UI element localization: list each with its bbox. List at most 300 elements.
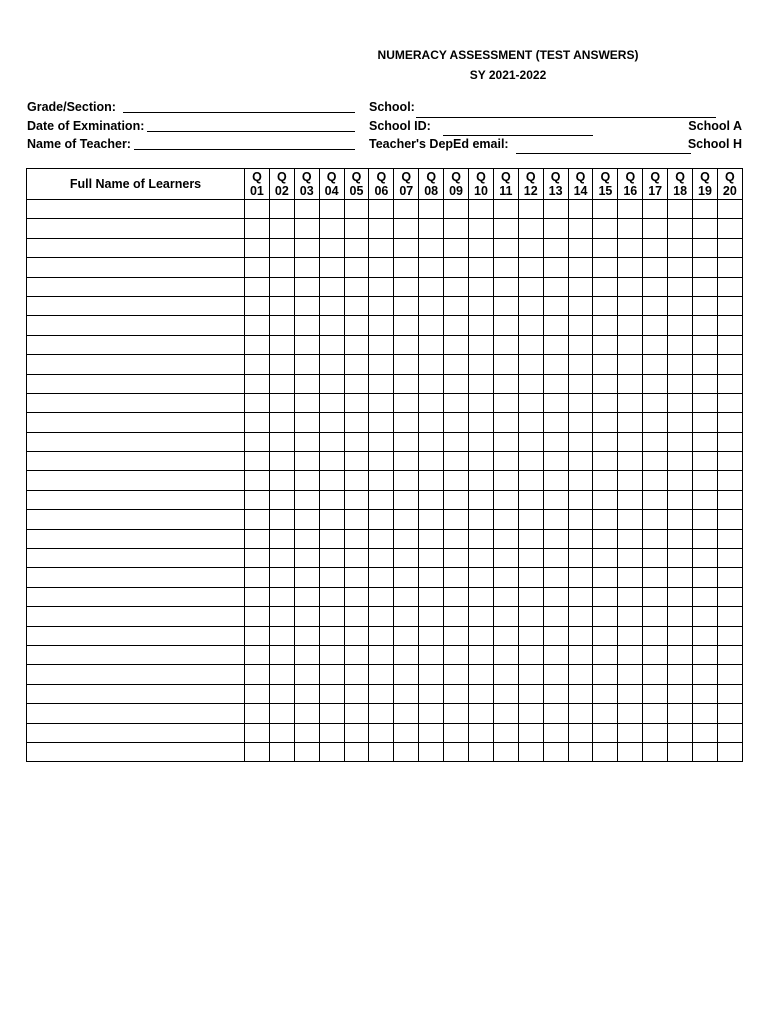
answer-cell[interactable] [693, 549, 718, 568]
answer-cell[interactable] [568, 296, 593, 315]
answer-cell[interactable] [369, 607, 394, 626]
answer-cell[interactable] [245, 258, 270, 277]
answer-cell[interactable] [419, 704, 444, 723]
answer-cell[interactable] [643, 374, 668, 393]
answer-cell[interactable] [369, 723, 394, 742]
answer-cell[interactable] [717, 587, 742, 606]
answer-cell[interactable] [394, 296, 419, 315]
answer-cell[interactable] [668, 393, 693, 412]
answer-cell[interactable] [394, 355, 419, 374]
answer-cell[interactable] [469, 626, 494, 645]
answer-cell[interactable] [444, 277, 469, 296]
answer-cell[interactable] [444, 529, 469, 548]
answer-cell[interactable] [245, 665, 270, 684]
answer-cell[interactable] [518, 413, 543, 432]
answer-cell[interactable] [693, 296, 718, 315]
answer-cell[interactable] [493, 665, 518, 684]
answer-cell[interactable] [245, 393, 270, 412]
answer-cell[interactable] [245, 723, 270, 742]
learner-name-cell[interactable] [27, 452, 245, 471]
answer-cell[interactable] [444, 490, 469, 509]
answer-cell[interactable] [269, 432, 294, 451]
answer-cell[interactable] [593, 219, 618, 238]
answer-cell[interactable] [469, 723, 494, 742]
answer-cell[interactable] [518, 704, 543, 723]
answer-cell[interactable] [568, 684, 593, 703]
answer-cell[interactable] [469, 607, 494, 626]
answer-cell[interactable] [319, 529, 344, 548]
answer-cell[interactable] [618, 374, 643, 393]
answer-cell[interactable] [344, 510, 369, 529]
answer-cell[interactable] [593, 471, 618, 490]
answer-cell[interactable] [269, 277, 294, 296]
answer-cell[interactable] [419, 452, 444, 471]
learner-name-cell[interactable] [27, 704, 245, 723]
answer-cell[interactable] [369, 471, 394, 490]
answer-cell[interactable] [269, 568, 294, 587]
answer-cell[interactable] [344, 665, 369, 684]
answer-cell[interactable] [568, 723, 593, 742]
answer-cell[interactable] [419, 413, 444, 432]
answer-cell[interactable] [269, 335, 294, 354]
answer-cell[interactable] [344, 296, 369, 315]
answer-cell[interactable] [294, 452, 319, 471]
answer-cell[interactable] [568, 393, 593, 412]
answer-cell[interactable] [394, 645, 419, 664]
answer-cell[interactable] [543, 316, 568, 335]
answer-cell[interactable] [493, 393, 518, 412]
answer-cell[interactable] [717, 723, 742, 742]
answer-cell[interactable] [643, 393, 668, 412]
answer-cell[interactable] [568, 529, 593, 548]
answer-cell[interactable] [543, 200, 568, 219]
answer-cell[interactable] [344, 277, 369, 296]
answer-cell[interactable] [344, 742, 369, 761]
answer-cell[interactable] [319, 587, 344, 606]
answer-cell[interactable] [394, 742, 419, 761]
answer-cell[interactable] [568, 490, 593, 509]
answer-cell[interactable] [643, 607, 668, 626]
answer-cell[interactable] [493, 335, 518, 354]
answer-cell[interactable] [518, 626, 543, 645]
answer-cell[interactable] [593, 296, 618, 315]
answer-cell[interactable] [469, 471, 494, 490]
answer-cell[interactable] [717, 200, 742, 219]
answer-cell[interactable] [693, 742, 718, 761]
answer-cell[interactable] [269, 374, 294, 393]
answer-cell[interactable] [668, 684, 693, 703]
answer-cell[interactable] [419, 490, 444, 509]
answer-cell[interactable] [269, 626, 294, 645]
answer-cell[interactable] [543, 452, 568, 471]
answer-cell[interactable] [618, 393, 643, 412]
answer-cell[interactable] [369, 645, 394, 664]
answer-cell[interactable] [394, 413, 419, 432]
answer-cell[interactable] [593, 549, 618, 568]
answer-cell[interactable] [693, 200, 718, 219]
answer-cell[interactable] [543, 742, 568, 761]
answer-cell[interactable] [444, 258, 469, 277]
answer-cell[interactable] [394, 684, 419, 703]
answer-cell[interactable] [419, 471, 444, 490]
answer-cell[interactable] [493, 316, 518, 335]
answer-cell[interactable] [593, 393, 618, 412]
answer-cell[interactable] [518, 665, 543, 684]
answer-cell[interactable] [593, 568, 618, 587]
answer-cell[interactable] [344, 413, 369, 432]
answer-cell[interactable] [444, 742, 469, 761]
answer-cell[interactable] [245, 413, 270, 432]
answer-cell[interactable] [568, 549, 593, 568]
answer-cell[interactable] [543, 432, 568, 451]
answer-cell[interactable] [294, 238, 319, 257]
answer-cell[interactable] [693, 607, 718, 626]
answer-cell[interactable] [369, 742, 394, 761]
answer-cell[interactable] [493, 490, 518, 509]
answer-cell[interactable] [419, 549, 444, 568]
teacher-field[interactable] [134, 149, 355, 150]
answer-cell[interactable] [394, 626, 419, 645]
answer-cell[interactable] [593, 432, 618, 451]
answer-cell[interactable] [469, 529, 494, 548]
answer-cell[interactable] [419, 723, 444, 742]
answer-cell[interactable] [593, 374, 618, 393]
answer-cell[interactable] [269, 393, 294, 412]
answer-cell[interactable] [618, 316, 643, 335]
answer-cell[interactable] [518, 490, 543, 509]
answer-cell[interactable] [269, 684, 294, 703]
answer-cell[interactable] [245, 510, 270, 529]
answer-cell[interactable] [269, 355, 294, 374]
answer-cell[interactable] [469, 490, 494, 509]
answer-cell[interactable] [568, 626, 593, 645]
answer-cell[interactable] [618, 355, 643, 374]
answer-cell[interactable] [394, 374, 419, 393]
answer-cell[interactable] [294, 626, 319, 645]
answer-cell[interactable] [543, 355, 568, 374]
answer-cell[interactable] [294, 723, 319, 742]
answer-cell[interactable] [568, 607, 593, 626]
answer-cell[interactable] [469, 704, 494, 723]
answer-cell[interactable] [717, 355, 742, 374]
answer-cell[interactable] [269, 316, 294, 335]
answer-cell[interactable] [493, 645, 518, 664]
answer-cell[interactable] [245, 490, 270, 509]
answer-cell[interactable] [469, 549, 494, 568]
answer-cell[interactable] [518, 335, 543, 354]
answer-cell[interactable] [643, 723, 668, 742]
answer-cell[interactable] [518, 471, 543, 490]
answer-cell[interactable] [717, 645, 742, 664]
answer-cell[interactable] [543, 471, 568, 490]
answer-cell[interactable] [693, 471, 718, 490]
answer-cell[interactable] [294, 490, 319, 509]
answer-cell[interactable] [469, 374, 494, 393]
answer-cell[interactable] [493, 238, 518, 257]
answer-cell[interactable] [319, 413, 344, 432]
answer-cell[interactable] [419, 510, 444, 529]
answer-cell[interactable] [394, 258, 419, 277]
answer-cell[interactable] [668, 723, 693, 742]
answer-cell[interactable] [444, 374, 469, 393]
answer-cell[interactable] [444, 471, 469, 490]
answer-cell[interactable] [593, 510, 618, 529]
answer-cell[interactable] [668, 219, 693, 238]
answer-cell[interactable] [269, 723, 294, 742]
answer-cell[interactable] [294, 665, 319, 684]
answer-cell[interactable] [319, 452, 344, 471]
answer-cell[interactable] [444, 549, 469, 568]
answer-cell[interactable] [643, 626, 668, 645]
answer-cell[interactable] [419, 219, 444, 238]
answer-cell[interactable] [319, 355, 344, 374]
answer-cell[interactable] [344, 645, 369, 664]
answer-cell[interactable] [543, 587, 568, 606]
grade-section-field[interactable] [123, 112, 355, 113]
learner-name-cell[interactable] [27, 607, 245, 626]
answer-cell[interactable] [518, 316, 543, 335]
answer-cell[interactable] [294, 432, 319, 451]
answer-cell[interactable] [444, 413, 469, 432]
answer-cell[interactable] [668, 200, 693, 219]
learner-name-cell[interactable] [27, 335, 245, 354]
answer-cell[interactable] [668, 335, 693, 354]
answer-cell[interactable] [344, 238, 369, 257]
answer-cell[interactable] [469, 316, 494, 335]
learner-name-cell[interactable] [27, 723, 245, 742]
answer-cell[interactable] [394, 529, 419, 548]
answer-cell[interactable] [419, 684, 444, 703]
answer-cell[interactable] [469, 413, 494, 432]
answer-cell[interactable] [643, 568, 668, 587]
answer-cell[interactable] [643, 413, 668, 432]
answer-cell[interactable] [643, 335, 668, 354]
answer-cell[interactable] [344, 587, 369, 606]
answer-cell[interactable] [668, 665, 693, 684]
answer-cell[interactable] [593, 238, 618, 257]
learner-name-cell[interactable] [27, 549, 245, 568]
answer-cell[interactable] [693, 490, 718, 509]
learner-name-cell[interactable] [27, 510, 245, 529]
answer-cell[interactable] [693, 723, 718, 742]
answer-cell[interactable] [269, 645, 294, 664]
answer-cell[interactable] [394, 335, 419, 354]
answer-cell[interactable] [319, 258, 344, 277]
answer-cell[interactable] [518, 219, 543, 238]
answer-cell[interactable] [568, 645, 593, 664]
answer-cell[interactable] [444, 684, 469, 703]
answer-cell[interactable] [294, 200, 319, 219]
answer-cell[interactable] [394, 568, 419, 587]
answer-cell[interactable] [717, 471, 742, 490]
answer-cell[interactable] [643, 316, 668, 335]
answer-cell[interactable] [444, 723, 469, 742]
answer-cell[interactable] [245, 277, 270, 296]
answer-cell[interactable] [593, 200, 618, 219]
answer-cell[interactable] [444, 568, 469, 587]
learner-name-cell[interactable] [27, 296, 245, 315]
answer-cell[interactable] [668, 452, 693, 471]
answer-cell[interactable] [643, 742, 668, 761]
answer-cell[interactable] [717, 413, 742, 432]
answer-cell[interactable] [717, 374, 742, 393]
answer-cell[interactable] [493, 704, 518, 723]
answer-cell[interactable] [394, 549, 419, 568]
answer-cell[interactable] [518, 742, 543, 761]
answer-cell[interactable] [618, 432, 643, 451]
learner-name-cell[interactable] [27, 219, 245, 238]
answer-cell[interactable] [493, 432, 518, 451]
answer-cell[interactable] [518, 296, 543, 315]
answer-cell[interactable] [668, 316, 693, 335]
answer-cell[interactable] [518, 607, 543, 626]
answer-cell[interactable] [344, 432, 369, 451]
answer-cell[interactable] [593, 587, 618, 606]
answer-cell[interactable] [269, 587, 294, 606]
answer-cell[interactable] [543, 374, 568, 393]
answer-cell[interactable] [568, 200, 593, 219]
answer-cell[interactable] [369, 529, 394, 548]
answer-cell[interactable] [245, 238, 270, 257]
answer-cell[interactable] [269, 607, 294, 626]
answer-cell[interactable] [493, 374, 518, 393]
learner-name-cell[interactable] [27, 529, 245, 548]
answer-cell[interactable] [394, 432, 419, 451]
answer-cell[interactable] [419, 238, 444, 257]
answer-cell[interactable] [618, 587, 643, 606]
answer-cell[interactable] [568, 238, 593, 257]
answer-cell[interactable] [518, 587, 543, 606]
answer-cell[interactable] [568, 219, 593, 238]
answer-cell[interactable] [394, 510, 419, 529]
answer-cell[interactable] [668, 355, 693, 374]
answer-cell[interactable] [717, 393, 742, 412]
answer-cell[interactable] [717, 549, 742, 568]
answer-cell[interactable] [518, 432, 543, 451]
answer-cell[interactable] [444, 665, 469, 684]
answer-cell[interactable] [693, 238, 718, 257]
answer-cell[interactable] [618, 704, 643, 723]
answer-cell[interactable] [568, 452, 593, 471]
answer-cell[interactable] [618, 645, 643, 664]
learner-name-cell[interactable] [27, 413, 245, 432]
learner-name-cell[interactable] [27, 665, 245, 684]
answer-cell[interactable] [593, 277, 618, 296]
answer-cell[interactable] [319, 549, 344, 568]
answer-cell[interactable] [693, 529, 718, 548]
answer-cell[interactable] [419, 645, 444, 664]
answer-cell[interactable] [369, 432, 394, 451]
answer-cell[interactable] [668, 645, 693, 664]
answer-cell[interactable] [245, 432, 270, 451]
answer-cell[interactable] [419, 607, 444, 626]
answer-cell[interactable] [344, 471, 369, 490]
answer-cell[interactable] [469, 432, 494, 451]
answer-cell[interactable] [493, 296, 518, 315]
answer-cell[interactable] [294, 549, 319, 568]
answer-cell[interactable] [245, 219, 270, 238]
answer-cell[interactable] [518, 723, 543, 742]
answer-cell[interactable] [394, 704, 419, 723]
answer-cell[interactable] [593, 704, 618, 723]
answer-cell[interactable] [394, 490, 419, 509]
answer-cell[interactable] [543, 549, 568, 568]
answer-cell[interactable] [717, 258, 742, 277]
learner-name-cell[interactable] [27, 684, 245, 703]
answer-cell[interactable] [543, 258, 568, 277]
answer-cell[interactable] [518, 393, 543, 412]
answer-cell[interactable] [269, 742, 294, 761]
answer-cell[interactable] [319, 684, 344, 703]
answer-cell[interactable] [543, 626, 568, 645]
answer-cell[interactable] [618, 258, 643, 277]
learner-name-cell[interactable] [27, 645, 245, 664]
answer-cell[interactable] [618, 626, 643, 645]
answer-cell[interactable] [369, 238, 394, 257]
answer-cell[interactable] [543, 645, 568, 664]
answer-cell[interactable] [369, 200, 394, 219]
answer-cell[interactable] [469, 238, 494, 257]
answer-cell[interactable] [469, 452, 494, 471]
answer-cell[interactable] [444, 355, 469, 374]
answer-cell[interactable] [419, 316, 444, 335]
answer-cell[interactable] [643, 471, 668, 490]
answer-cell[interactable] [469, 568, 494, 587]
answer-cell[interactable] [668, 490, 693, 509]
answer-cell[interactable] [493, 607, 518, 626]
answer-cell[interactable] [593, 742, 618, 761]
answer-cell[interactable] [269, 452, 294, 471]
learner-name-cell[interactable] [27, 471, 245, 490]
answer-cell[interactable] [444, 296, 469, 315]
answer-cell[interactable] [493, 413, 518, 432]
answer-cell[interactable] [294, 374, 319, 393]
answer-cell[interactable] [518, 568, 543, 587]
answer-cell[interactable] [693, 684, 718, 703]
answer-cell[interactable] [568, 258, 593, 277]
answer-cell[interactable] [319, 335, 344, 354]
answer-cell[interactable] [294, 568, 319, 587]
answer-cell[interactable] [668, 587, 693, 606]
answer-cell[interactable] [245, 316, 270, 335]
answer-cell[interactable] [668, 742, 693, 761]
answer-cell[interactable] [294, 316, 319, 335]
answer-cell[interactable] [717, 607, 742, 626]
answer-cell[interactable] [269, 665, 294, 684]
answer-cell[interactable] [717, 704, 742, 723]
answer-cell[interactable] [394, 316, 419, 335]
answer-cell[interactable] [618, 296, 643, 315]
answer-cell[interactable] [618, 742, 643, 761]
answer-cell[interactable] [469, 258, 494, 277]
answer-cell[interactable] [668, 413, 693, 432]
answer-cell[interactable] [618, 607, 643, 626]
answer-cell[interactable] [643, 296, 668, 315]
answer-cell[interactable] [493, 529, 518, 548]
answer-cell[interactable] [369, 704, 394, 723]
answer-cell[interactable] [469, 684, 494, 703]
answer-cell[interactable] [717, 490, 742, 509]
answer-cell[interactable] [444, 645, 469, 664]
answer-cell[interactable] [493, 684, 518, 703]
learner-name-cell[interactable] [27, 587, 245, 606]
answer-cell[interactable] [344, 723, 369, 742]
answer-cell[interactable] [245, 568, 270, 587]
answer-cell[interactable] [493, 587, 518, 606]
answer-cell[interactable] [668, 296, 693, 315]
answer-cell[interactable] [717, 684, 742, 703]
answer-cell[interactable] [593, 335, 618, 354]
